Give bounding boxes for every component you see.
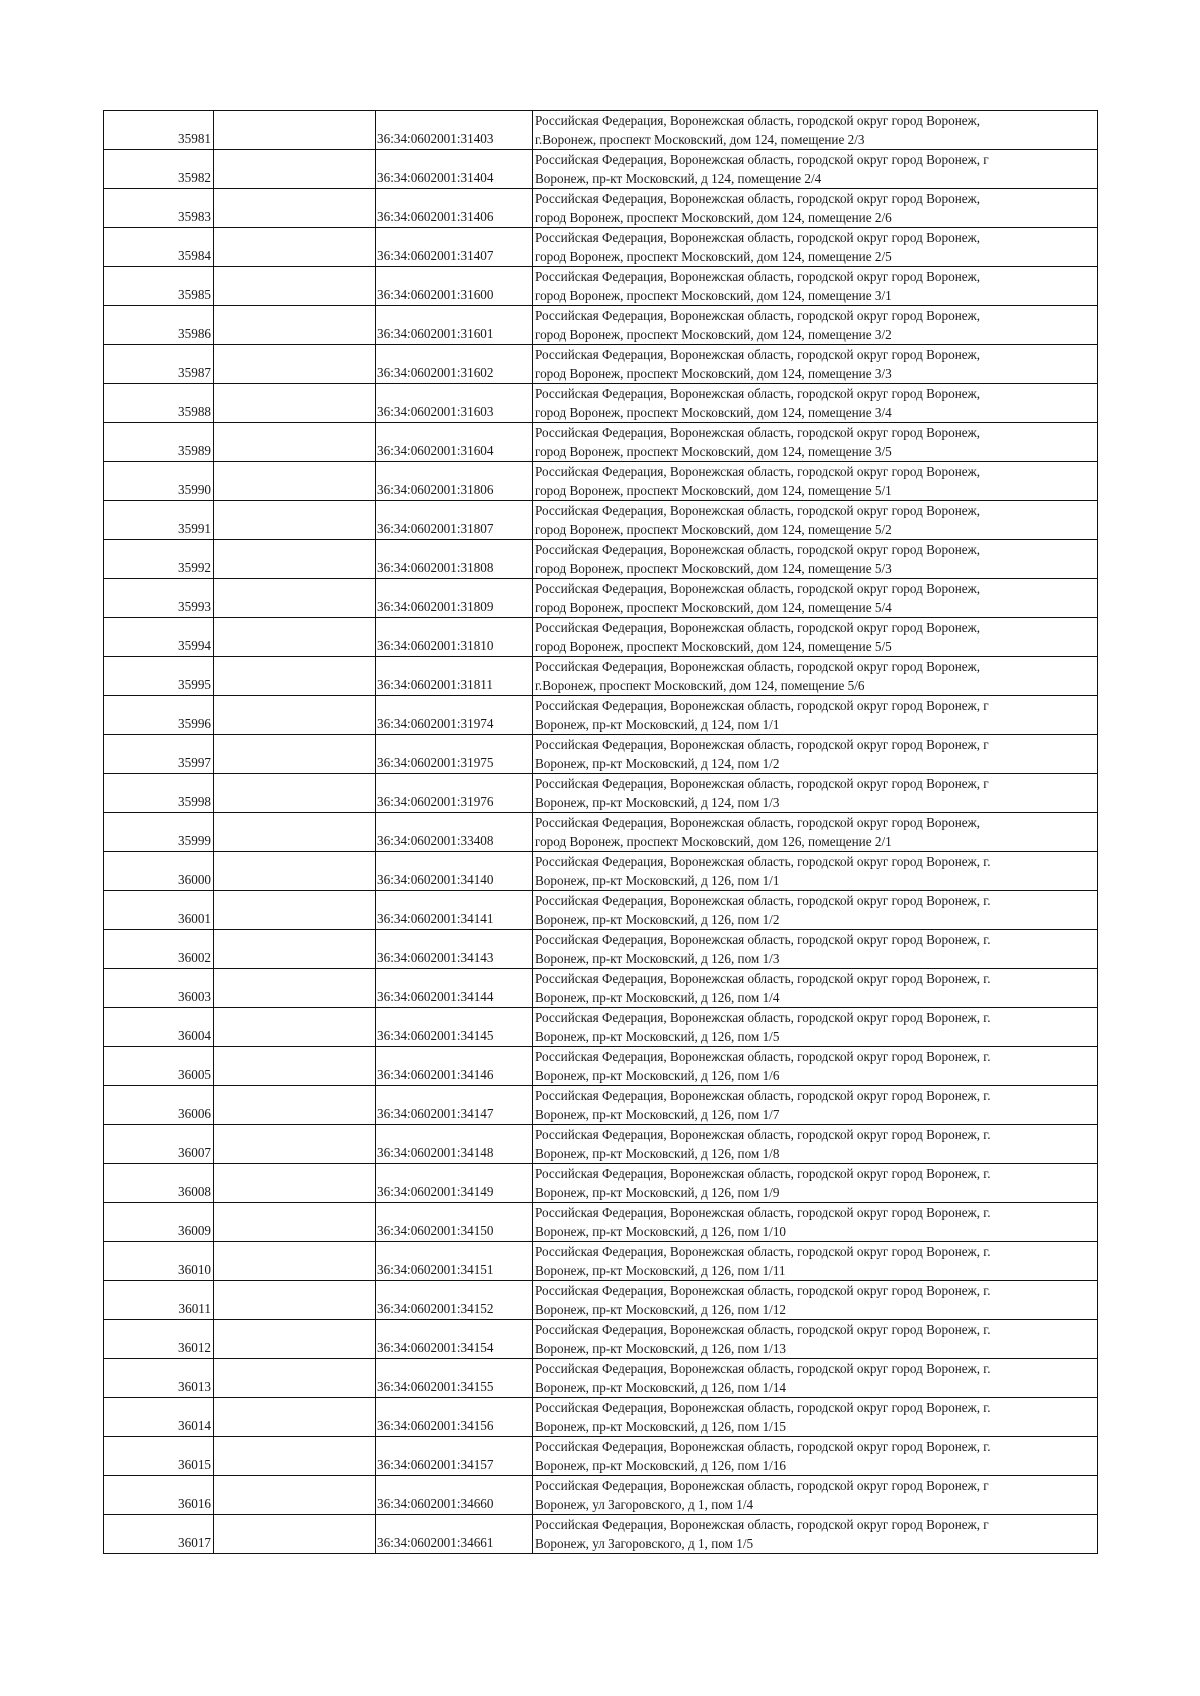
cadastral-number-cell: 36:34:0602001:34144: [376, 969, 533, 1008]
address-cell: [533, 1047, 1098, 1086]
cadastral-number-cell: 36:34:0602001:31406: [376, 189, 533, 228]
address-line-1: Российская Федерация, Воронежская область, городской округ город Воронеж, г.: [535, 971, 991, 986]
empty-cell: [214, 267, 376, 306]
address-cell: [533, 618, 1098, 657]
row-number-cell: 36015: [104, 1437, 214, 1476]
empty-cell: [214, 618, 376, 657]
address-cell: [533, 189, 1098, 228]
address-line-1: Российская Федерация, Воронежская область, городской округ город Воронеж,: [535, 230, 981, 245]
row-number-cell: 36010: [104, 1242, 214, 1281]
address-cell: [533, 1008, 1098, 1047]
address-line-1: Российская Федерация, Воронежская область, городской округ город Воронеж, г.: [535, 1088, 991, 1103]
table-row: [104, 150, 1098, 189]
cadastral-number-cell: 36:34:0602001:31602: [376, 345, 533, 384]
table-row: [104, 1242, 1098, 1281]
address-line-1: Российская Федерация, Воронежская область, городской округ город Воронеж, г.: [535, 1361, 991, 1376]
address-cell: [533, 696, 1098, 735]
cadastral-number-cell: 36:34:0602001:31604: [376, 423, 533, 462]
address-cell: [533, 1476, 1098, 1515]
empty-cell: [214, 150, 376, 189]
address-line-1: Российская Федерация, Воронежская область, городской округ город Воронеж, г: [535, 152, 989, 167]
empty-cell: [214, 189, 376, 228]
address-line-2: город Воронеж, проспект Московский, дом 124, помещение 5/5: [535, 639, 892, 654]
address-line-1: Российская Федерация, Воронежская область, городской округ город Воронеж,: [535, 191, 981, 206]
address-line-2: город Воронеж, проспект Московский, дом 124, помещение 5/1: [535, 483, 892, 498]
row-number-cell: 35985: [104, 267, 214, 306]
address-cell: [533, 501, 1098, 540]
address-cell: [533, 579, 1098, 618]
address-cell: [533, 306, 1098, 345]
empty-cell: [214, 306, 376, 345]
address-line-2: Воронеж, ул Загоровского, д 1, пом 1/5: [535, 1536, 754, 1551]
row-number-cell: 35982: [104, 150, 214, 189]
address-line-1: Российская Федерация, Воронежская область, городской округ город Воронеж,: [535, 581, 981, 596]
address-line-2: город Воронеж, проспект Московский, дом 124, помещение 3/5: [535, 444, 892, 459]
address-cell: [533, 969, 1098, 1008]
address-line-1: Российская Федерация, Воронежская область, городской округ город Воронеж, г: [535, 1478, 989, 1493]
address-line-2: город Воронеж, проспект Московский, дом 124, помещение 3/2: [535, 327, 892, 342]
address-cell: [533, 657, 1098, 696]
address-cell: [533, 774, 1098, 813]
empty-cell: [214, 579, 376, 618]
table-row: [104, 1515, 1098, 1554]
cadastral-number-cell: 36:34:0602001:31601: [376, 306, 533, 345]
address-line-2: город Воронеж, проспект Московский, дом 124, помещение 3/1: [535, 288, 892, 303]
empty-cell: [214, 111, 376, 150]
table-row: [104, 1320, 1098, 1359]
cadastral-number-cell: 36:34:0602001:34151: [376, 1242, 533, 1281]
address-line-2: Воронеж, пр-кт Московский, д 124, пом 1/1: [535, 717, 780, 732]
address-line-1: Российская Федерация, Воронежская область, городской округ город Воронеж, г.: [535, 1283, 991, 1298]
cadastral-number-cell: 36:34:0602001:31976: [376, 774, 533, 813]
address-line-1: Российская Федерация, Воронежская область, городской округ город Воронеж, г: [535, 737, 989, 752]
address-line-1: Российская Федерация, Воронежская область, городской округ город Воронеж, г.: [535, 1205, 991, 1220]
empty-cell: [214, 852, 376, 891]
table-row: [104, 891, 1098, 930]
table-row: [104, 384, 1098, 423]
row-number-cell: 35994: [104, 618, 214, 657]
empty-cell: [214, 1242, 376, 1281]
row-number-cell: 36009: [104, 1203, 214, 1242]
address-line-1: Российская Федерация, Воронежская область, городской округ город Воронеж, г.: [535, 1244, 991, 1259]
address-line-1: Российская Федерация, Воронежская область, городской округ город Воронеж,: [535, 308, 981, 323]
address-line-2: Воронеж, пр-кт Московский, д 126, пом 1/7: [535, 1107, 780, 1122]
address-cell: [533, 1125, 1098, 1164]
address-line-2: город Воронеж, проспект Московский, дом 124, помещение 5/4: [535, 600, 892, 615]
table-row: [104, 969, 1098, 1008]
empty-cell: [214, 1476, 376, 1515]
cadastral-number-cell: 36:34:0602001:34141: [376, 891, 533, 930]
row-number-cell: 35988: [104, 384, 214, 423]
address-cell: [533, 1242, 1098, 1281]
empty-cell: [214, 891, 376, 930]
address-line-1: Российская Федерация, Воронежская область, городской округ город Воронеж, г.: [535, 854, 991, 869]
table-row: [104, 618, 1098, 657]
address-line-2: город Воронеж, проспект Московский, дом 126, помещение 2/1: [535, 834, 892, 849]
address-line-1: Российская Федерация, Воронежская область, городской округ город Воронеж, г.: [535, 1049, 991, 1064]
cadastral-number-cell: 36:34:0602001:31603: [376, 384, 533, 423]
address-line-2: Воронеж, пр-кт Московский, д 124, помещение 2/4: [535, 171, 822, 186]
empty-cell: [214, 1515, 376, 1554]
empty-cell: [214, 1320, 376, 1359]
cadastral-number-cell: 36:34:0602001:34155: [376, 1359, 533, 1398]
address-cell: [533, 111, 1098, 150]
empty-cell: [214, 384, 376, 423]
address-cell: [533, 891, 1098, 930]
address-line-2: Воронеж, пр-кт Московский, д 126, пом 1/14: [535, 1380, 787, 1395]
row-number-cell: 35992: [104, 540, 214, 579]
empty-cell: [214, 540, 376, 579]
address-line-2: Воронеж, пр-кт Московский, д 126, пом 1/9: [535, 1185, 780, 1200]
table-row: [104, 267, 1098, 306]
address-cell: [533, 1281, 1098, 1320]
address-line-1: Российская Федерация, Воронежская область, городской округ город Воронеж,: [535, 620, 981, 635]
table-row: [104, 423, 1098, 462]
empty-cell: [214, 1164, 376, 1203]
row-number-cell: 36014: [104, 1398, 214, 1437]
cadastral-number-cell: 36:34:0602001:34157: [376, 1437, 533, 1476]
address-line-2: город Воронеж, проспект Московский, дом 124, помещение 2/6: [535, 210, 892, 225]
cadastral-number-cell: 36:34:0602001:31811: [376, 657, 533, 696]
address-line-2: Воронеж, пр-кт Московский, д 126, пом 1/1: [535, 873, 780, 888]
cadastral-number-cell: 36:34:0602001:33408: [376, 813, 533, 852]
address-line-1: Российская Федерация, Воронежская область, городской округ город Воронеж,: [535, 269, 981, 284]
address-line-2: Воронеж, пр-кт Московский, д 126, пом 1/12: [535, 1302, 787, 1317]
table-row: [104, 501, 1098, 540]
table-row: [104, 579, 1098, 618]
cadastral-number-cell: 36:34:0602001:34143: [376, 930, 533, 969]
address-line-1: Российская Федерация, Воронежская область, городской округ город Воронеж, г.: [535, 893, 991, 908]
table-row: [104, 1125, 1098, 1164]
row-number-cell: 35997: [104, 735, 214, 774]
address-cell: [533, 813, 1098, 852]
row-number-cell: 35986: [104, 306, 214, 345]
table-row: [104, 1281, 1098, 1320]
address-line-1: Российская Федерация, Воронежская область, городской округ город Воронеж, г.: [535, 1322, 991, 1337]
cadastral-number-cell: 36:34:0602001:31809: [376, 579, 533, 618]
address-cell: [533, 1164, 1098, 1203]
row-number-cell: 35996: [104, 696, 214, 735]
cadastral-number-cell: 36:34:0602001:34149: [376, 1164, 533, 1203]
empty-cell: [214, 501, 376, 540]
row-number-cell: 35995: [104, 657, 214, 696]
row-number-cell: 36007: [104, 1125, 214, 1164]
cadastral-number-cell: 36:34:0602001:34154: [376, 1320, 533, 1359]
cadastral-number-cell: 36:34:0602001:31974: [376, 696, 533, 735]
row-number-cell: 36011: [104, 1281, 214, 1320]
address-cell: [533, 150, 1098, 189]
address-line-1: Российская Федерация, Воронежская область, городской округ город Воронеж, г: [535, 776, 989, 791]
address-line-2: город Воронеж, проспект Московский, дом 124, помещение 5/3: [535, 561, 892, 576]
address-cell: [533, 930, 1098, 969]
empty-cell: [214, 462, 376, 501]
table-row: [104, 111, 1098, 150]
address-line-2: Воронеж, пр-кт Московский, д 126, пом 1/4: [535, 990, 780, 1005]
address-cell: [533, 384, 1098, 423]
cadastral-number-cell: 36:34:0602001:34147: [376, 1086, 533, 1125]
cadastral-number-cell: 36:34:0602001:34148: [376, 1125, 533, 1164]
table-row: [104, 1008, 1098, 1047]
address-line-2: город Воронеж, проспект Московский, дом 124, помещение 2/5: [535, 249, 892, 264]
row-number-cell: 36017: [104, 1515, 214, 1554]
address-line-2: город Воронеж, проспект Московский, дом 124, помещение 3/4: [535, 405, 892, 420]
address-line-2: Воронеж, пр-кт Московский, д 126, пом 1/6: [535, 1068, 780, 1083]
table-row: [104, 1203, 1098, 1242]
table-row: [104, 345, 1098, 384]
address-line-2: Воронеж, пр-кт Московский, д 126, пом 1/13: [535, 1341, 787, 1356]
cadastral-number-cell: 36:34:0602001:31403: [376, 111, 533, 150]
table-row: [104, 1359, 1098, 1398]
table-row: [104, 228, 1098, 267]
table-row: [104, 540, 1098, 579]
address-line-1: Российская Федерация, Воронежская область, городской округ город Воронеж,: [535, 815, 981, 830]
address-line-2: Воронеж, пр-кт Московский, д 126, пом 1/8: [535, 1146, 780, 1161]
address-line-1: Российская Федерация, Воронежская область, городской округ город Воронеж,: [535, 659, 981, 674]
address-line-2: Воронеж, пр-кт Московский, д 126, пом 1/2: [535, 912, 780, 927]
address-line-2: Воронеж, пр-кт Московский, д 126, пом 1/11: [535, 1263, 786, 1278]
address-line-1: Российская Федерация, Воронежская область, городской округ город Воронеж,: [535, 464, 981, 479]
address-cell: [533, 423, 1098, 462]
cadastral-number-cell: 36:34:0602001:31810: [376, 618, 533, 657]
cadastral-number-cell: 36:34:0602001:34661: [376, 1515, 533, 1554]
row-number-cell: 35984: [104, 228, 214, 267]
row-number-cell: 36008: [104, 1164, 214, 1203]
address-line-1: Российская Федерация, Воронежская область, городской округ город Воронеж, г.: [535, 1166, 991, 1181]
row-number-cell: 36013: [104, 1359, 214, 1398]
empty-cell: [214, 1359, 376, 1398]
address-cell: [533, 540, 1098, 579]
address-line-2: Воронеж, пр-кт Московский, д 126, пом 1/10: [535, 1224, 787, 1239]
empty-cell: [214, 774, 376, 813]
cadastral-number-cell: 36:34:0602001:31404: [376, 150, 533, 189]
table-row: [104, 774, 1098, 813]
row-number-cell: 35991: [104, 501, 214, 540]
row-number-cell: 35998: [104, 774, 214, 813]
row-number-cell: 35990: [104, 462, 214, 501]
address-line-2: Воронеж, пр-кт Московский, д 126, пом 1/15: [535, 1419, 787, 1434]
address-line-1: Российская Федерация, Воронежская область, городской округ город Воронеж, г.: [535, 932, 991, 947]
empty-cell: [214, 1047, 376, 1086]
row-number-cell: 36001: [104, 891, 214, 930]
empty-cell: [214, 1398, 376, 1437]
empty-cell: [214, 657, 376, 696]
address-cell: [533, 1515, 1098, 1554]
address-cell: [533, 852, 1098, 891]
address-line-2: город Воронеж, проспект Московский, дом 124, помещение 5/2: [535, 522, 892, 537]
empty-cell: [214, 930, 376, 969]
address-cell: [533, 462, 1098, 501]
empty-cell: [214, 696, 376, 735]
registry-table: [103, 110, 1098, 1554]
row-number-cell: 35983: [104, 189, 214, 228]
address-line-1: Российская Федерация, Воронежская область, городской округ город Воронеж,: [535, 113, 981, 128]
empty-cell: [214, 1086, 376, 1125]
table-row: [104, 1476, 1098, 1515]
cadastral-number-cell: 36:34:0602001:31975: [376, 735, 533, 774]
cadastral-number-cell: 36:34:0602001:34146: [376, 1047, 533, 1086]
row-number-cell: 36005: [104, 1047, 214, 1086]
cadastral-number-cell: 36:34:0602001:31807: [376, 501, 533, 540]
address-cell: [533, 1398, 1098, 1437]
address-line-2: г.Воронеж, проспект Московский, дом 124, помещение 2/3: [535, 132, 865, 147]
row-number-cell: 36012: [104, 1320, 214, 1359]
address-line-1: Российская Федерация, Воронежская область, городской округ город Воронеж, г.: [535, 1400, 991, 1415]
address-cell: [533, 1203, 1098, 1242]
address-line-1: Российская Федерация, Воронежская область, городской округ город Воронеж,: [535, 347, 981, 362]
cadastral-number-cell: 36:34:0602001:31806: [376, 462, 533, 501]
row-number-cell: 36006: [104, 1086, 214, 1125]
empty-cell: [214, 228, 376, 267]
row-number-cell: 36003: [104, 969, 214, 1008]
address-line-1: Российская Федерация, Воронежская область, городской округ город Воронеж, г.: [535, 1439, 991, 1454]
address-line-1: Российская Федерация, Воронежская область, городской округ город Воронеж,: [535, 386, 981, 401]
empty-cell: [214, 345, 376, 384]
address-cell: [533, 1437, 1098, 1476]
table-row: [104, 657, 1098, 696]
address-cell: [533, 228, 1098, 267]
address-line-1: Российская Федерация, Воронежская область, городской округ город Воронеж,: [535, 503, 981, 518]
address-line-1: Российская Федерация, Воронежская область, городской округ город Воронеж, г.: [535, 1127, 991, 1142]
address-line-2: Воронеж, пр-кт Московский, д 126, пом 1/5: [535, 1029, 780, 1044]
table-row: [104, 1047, 1098, 1086]
table-row: [104, 696, 1098, 735]
cadastral-number-cell: 36:34:0602001:31808: [376, 540, 533, 579]
row-number-cell: 35993: [104, 579, 214, 618]
address-line-1: Российская Федерация, Воронежская область, городской округ город Воронеж, г: [535, 1517, 989, 1532]
cadastral-number-cell: 36:34:0602001:34150: [376, 1203, 533, 1242]
address-line-2: Воронеж, пр-кт Московский, д 124, пом 1/2: [535, 756, 780, 771]
empty-cell: [214, 735, 376, 774]
address-line-2: Воронеж, пр-кт Московский, д 124, пом 1/3: [535, 795, 780, 810]
address-cell: [533, 267, 1098, 306]
address-line-1: Российская Федерация, Воронежская область, городской округ город Воронеж,: [535, 542, 981, 557]
address-line-1: Российская Федерация, Воронежская область, городской округ город Воронеж, г.: [535, 1010, 991, 1025]
address-line-2: Воронеж, пр-кт Московский, д 126, пом 1/16: [535, 1458, 787, 1473]
empty-cell: [214, 423, 376, 462]
address-cell: [533, 1359, 1098, 1398]
empty-cell: [214, 1203, 376, 1242]
address-line-2: г.Воронеж, проспект Московский, дом 124, помещение 5/6: [535, 678, 865, 693]
table-row: [104, 1437, 1098, 1476]
row-number-cell: 36000: [104, 852, 214, 891]
cadastral-number-cell: 36:34:0602001:34145: [376, 1008, 533, 1047]
table-row: [104, 930, 1098, 969]
table-row: [104, 1164, 1098, 1203]
empty-cell: [214, 813, 376, 852]
registry-table-body: [104, 111, 1098, 1554]
address-cell: [533, 1086, 1098, 1125]
row-number-cell: 36016: [104, 1476, 214, 1515]
empty-cell: [214, 1125, 376, 1164]
table-row: [104, 813, 1098, 852]
cadastral-number-cell: 36:34:0602001:31407: [376, 228, 533, 267]
address-cell: [533, 735, 1098, 774]
address-line-1: Российская Федерация, Воронежская область, городской округ город Воронеж, г: [535, 698, 989, 713]
row-number-cell: 36004: [104, 1008, 214, 1047]
empty-cell: [214, 1437, 376, 1476]
table-row: [104, 189, 1098, 228]
address-line-2: Воронеж, ул Загоровского, д 1, пом 1/4: [535, 1497, 754, 1512]
table-row: [104, 462, 1098, 501]
table-row: [104, 1398, 1098, 1437]
cadastral-number-cell: 36:34:0602001:34140: [376, 852, 533, 891]
cadastral-number-cell: 36:34:0602001:34660: [376, 1476, 533, 1515]
empty-cell: [214, 1008, 376, 1047]
row-number-cell: 36002: [104, 930, 214, 969]
row-number-cell: 35987: [104, 345, 214, 384]
cadastral-number-cell: 36:34:0602001:34156: [376, 1398, 533, 1437]
address-cell: [533, 1320, 1098, 1359]
row-number-cell: 35981: [104, 111, 214, 150]
table-row: [104, 1086, 1098, 1125]
address-line-2: город Воронеж, проспект Московский, дом 124, помещение 3/3: [535, 366, 892, 381]
address-cell: [533, 345, 1098, 384]
table-row: [104, 735, 1098, 774]
empty-cell: [214, 1281, 376, 1320]
table-row: [104, 306, 1098, 345]
table-row: [104, 852, 1098, 891]
empty-cell: [214, 969, 376, 1008]
address-line-1: Российская Федерация, Воронежская область, городской округ город Воронеж,: [535, 425, 981, 440]
address-line-2: Воронеж, пр-кт Московский, д 126, пом 1/3: [535, 951, 780, 966]
row-number-cell: 35999: [104, 813, 214, 852]
cadastral-number-cell: 36:34:0602001:31600: [376, 267, 533, 306]
row-number-cell: 35989: [104, 423, 214, 462]
cadastral-number-cell: 36:34:0602001:34152: [376, 1281, 533, 1320]
